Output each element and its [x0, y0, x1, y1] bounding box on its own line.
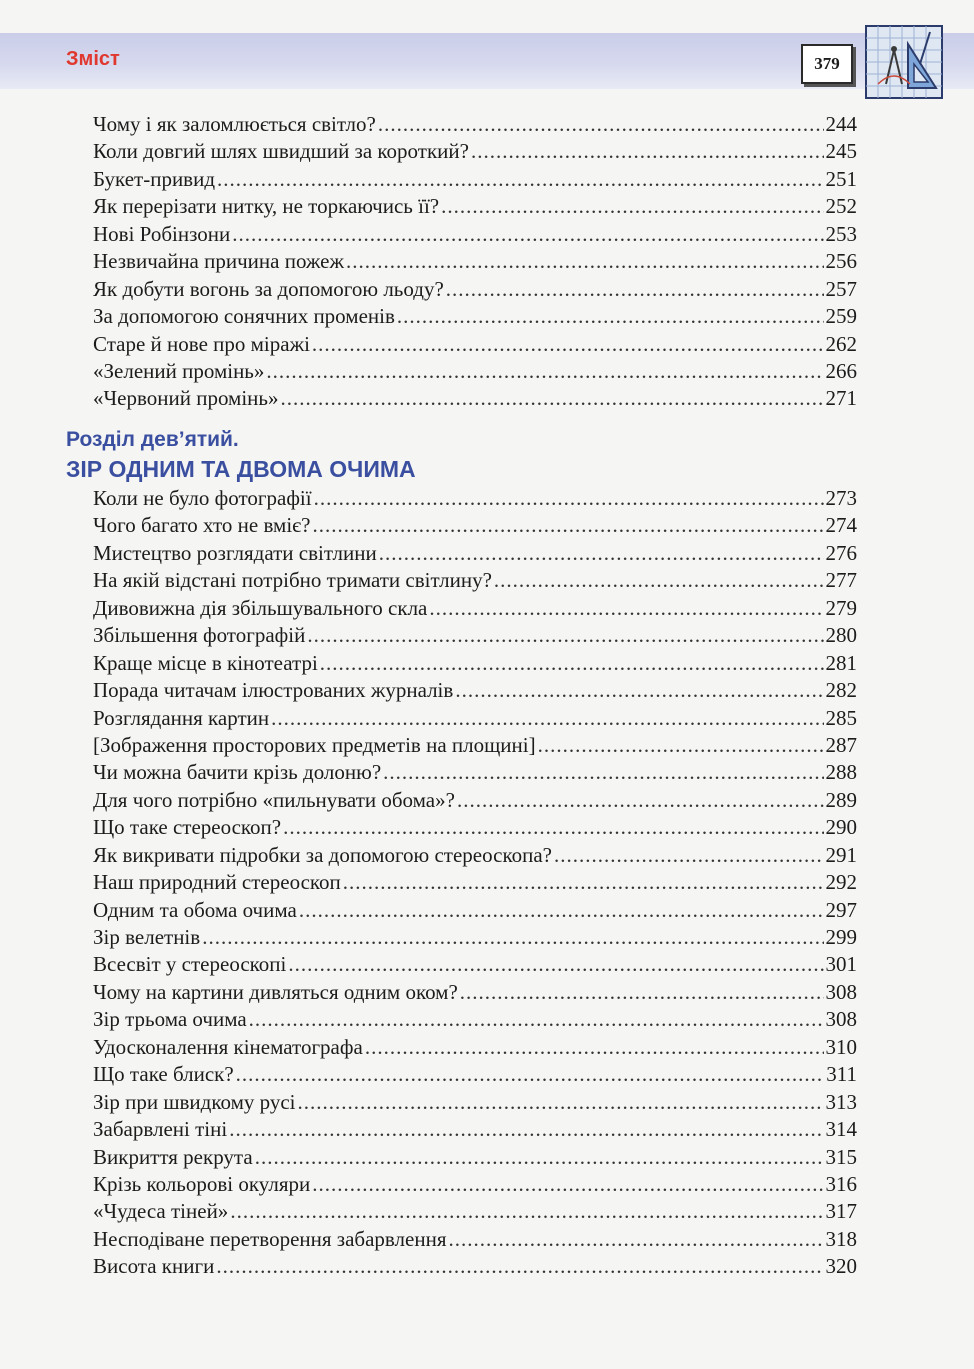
- toc-dot-leader: [307, 622, 823, 649]
- toc-entry: [93, 595, 857, 622]
- toc-entry: [93, 1061, 857, 1088]
- toc-entry: [93, 111, 857, 138]
- toc-dot-leader: [455, 677, 823, 704]
- toc-entry: [93, 512, 857, 539]
- toc-entry: [93, 951, 857, 978]
- toc-entry-page: 285: [825, 705, 857, 730]
- toc-entry-page: 297: [825, 897, 857, 922]
- toc-entry-title: Несподіване перетворення забарвлення: [93, 1226, 447, 1251]
- section-label: Розділ дев’ятий.: [66, 428, 239, 451]
- toc-entry-page: 316: [825, 1171, 857, 1196]
- toc-entry: [93, 979, 857, 1006]
- running-header-title: Зміст: [66, 48, 120, 70]
- toc-entry-page: 320: [825, 1254, 857, 1279]
- toc-entry: [93, 1198, 857, 1225]
- toc-entry-page: 245: [825, 139, 857, 164]
- toc-entry-page: 291: [825, 842, 857, 867]
- toc-dot-leader: [494, 567, 824, 594]
- toc-entry: [93, 1226, 857, 1253]
- toc-entry-title: Збільшення фотографій: [93, 623, 306, 648]
- toc-entry: [93, 193, 857, 220]
- toc-dot-leader: [236, 1061, 825, 1088]
- toc-dot-leader: [216, 1253, 823, 1280]
- toc-entry: [93, 1116, 857, 1143]
- toc-entry-title: Для чого потрібно «пильнувати обома»?: [93, 787, 455, 812]
- toc-entry-title: Незвичайна причина пожеж: [93, 249, 344, 274]
- toc-entry-page: 289: [825, 787, 857, 812]
- toc-dot-leader: [299, 897, 824, 924]
- toc-entry-title: Як перерізати нитку, не торкаючись її?: [93, 194, 440, 219]
- toc-entry-title: Зір при швидкому русі: [93, 1089, 296, 1114]
- toc-entry-title: Забарвлені тіні: [93, 1117, 228, 1142]
- toc-entry: [93, 276, 857, 303]
- toc-entry-page: 313: [825, 1089, 857, 1114]
- toc-entry-page: 318: [825, 1226, 857, 1251]
- toc-entry-page: 274: [825, 513, 857, 538]
- toc-entry: [93, 924, 857, 951]
- toc-entry: [93, 1171, 857, 1198]
- toc-entry: [93, 303, 857, 330]
- toc-dot-leader: [448, 1226, 823, 1253]
- toc-entry-page: 273: [825, 486, 857, 510]
- toc-entry: [93, 897, 857, 924]
- toc-entry-title: Краще місце в кінотеатрі: [93, 650, 318, 675]
- toc-entry-title: Нові Робінзони: [93, 221, 231, 246]
- toc-entry-title: Як добути вогонь за допомогою льоду?: [93, 276, 444, 301]
- toc-entry-page: 253: [825, 221, 857, 246]
- toc-entry-title: Удосконалення кінематографа: [93, 1034, 363, 1059]
- toc-entry: [93, 385, 857, 412]
- toc-entry: [93, 677, 857, 704]
- toc-entry-page: 308: [825, 979, 857, 1004]
- toc-entry-page: 308: [825, 1007, 857, 1032]
- toc-entry: [93, 814, 857, 841]
- toc-entry: [93, 567, 857, 594]
- toc-entry-page: 281: [825, 650, 857, 675]
- toc-entry-title: Коли не було фотографії: [93, 486, 312, 510]
- toc-entry-title: Що таке блиск?: [93, 1062, 234, 1087]
- toc-entry-page: 279: [825, 595, 857, 620]
- toc-dot-leader: [554, 842, 824, 869]
- toc-dot-leader: [446, 276, 824, 303]
- toc-dot-leader: [312, 1171, 823, 1198]
- toc-entry-page: 277: [825, 568, 857, 593]
- toc-entry-title: «Чудеса тіней»: [93, 1199, 229, 1224]
- toc-dot-leader: [202, 924, 823, 951]
- toc-dot-leader: [312, 331, 824, 358]
- toc-entry-title: На якій відстані потрібно тримати світлину?: [93, 568, 492, 593]
- toc-entry-title: Що таке стереоскоп?: [93, 815, 282, 840]
- toc-entry-title: Чому на картини дивляться одним оком?: [93, 979, 458, 1004]
- toc-dot-leader: [271, 705, 823, 732]
- section-title: ЗІР ОДНИМ ТА ДВОМА ОЧИМА: [66, 456, 416, 482]
- toc-entry-page: 280: [825, 623, 857, 648]
- toc-entry: [93, 540, 857, 567]
- toc-entry-page: 301: [825, 952, 857, 977]
- toc-dot-leader: [397, 303, 824, 330]
- toc-entry-title: Букет-привид: [93, 166, 216, 191]
- toc-dot-leader: [313, 512, 824, 539]
- toc-entry-title: Зір велетнів: [93, 925, 201, 949]
- toc-entry-page: 256: [825, 249, 857, 274]
- toc-entry: [93, 869, 857, 896]
- toc-entry-page: 290: [825, 815, 857, 840]
- toc-entry-page: 262: [825, 331, 857, 356]
- toc-entry: [93, 842, 857, 869]
- toc-dot-leader: [441, 193, 823, 220]
- toc-dot-leader: [232, 221, 823, 248]
- toc-entry-title: Одним та обома очима: [93, 897, 297, 922]
- geometry-tools-icon: [864, 24, 944, 100]
- toc-entry-title: Мистецтво розглядати світлини: [93, 540, 377, 565]
- toc-entry-page: 257: [825, 276, 857, 301]
- toc-entry: [93, 705, 857, 732]
- toc-entry: [93, 485, 857, 512]
- toc-entry: [93, 1034, 857, 1061]
- toc-entry-page: 287: [825, 732, 857, 757]
- toc-entry: [93, 787, 857, 814]
- toc-entry-title: Як викривати підробки за допомогою стереоскопа?: [93, 842, 552, 867]
- toc-entry-page: 244: [825, 112, 857, 136]
- toc-dot-leader: [378, 111, 824, 138]
- toc-dot-leader: [343, 869, 824, 896]
- toc-entry: [93, 166, 857, 193]
- toc-entry-page: 259: [825, 304, 857, 329]
- toc-entry-title: Наш природний стереоскоп: [93, 870, 341, 895]
- toc-entry-title: [Зображення просторових предметів на площині]: [93, 732, 536, 757]
- toc-entry-page: 251: [825, 166, 857, 191]
- toc-dot-leader: [288, 951, 823, 978]
- toc-entry: [93, 248, 857, 275]
- toc-dot-leader: [457, 787, 824, 814]
- toc-dot-leader: [379, 540, 824, 567]
- toc-dot-leader: [346, 248, 824, 275]
- toc-entry-page: 282: [825, 678, 857, 703]
- toc-entry-title: Викриття рекрута: [93, 1144, 253, 1169]
- toc-dot-leader: [230, 1198, 823, 1225]
- toc-entry-title: Чому і як заломлюється світло?: [93, 112, 376, 136]
- toc-dot-leader: [298, 1089, 824, 1116]
- toc-entry: [93, 622, 857, 649]
- toc-entry-page: 292: [825, 870, 857, 895]
- toc-entry-title: Коли довгий шлях швидший за короткий?: [93, 139, 469, 164]
- toc-dot-leader: [229, 1116, 823, 1143]
- toc-entry: [93, 759, 857, 786]
- toc-entry-page: 276: [825, 540, 857, 565]
- toc-dot-leader: [255, 1144, 824, 1171]
- toc-entry-title: «Зелений промінь»: [93, 358, 265, 383]
- toc-dot-leader: [429, 595, 823, 622]
- toc-dot-leader: [283, 814, 823, 841]
- toc-entry: [93, 221, 857, 248]
- toc-list-part1: [93, 111, 857, 413]
- toc-entry-title: Зір трьома очима: [93, 1007, 247, 1032]
- toc-entry-title: Всесвіт у стереоскопі: [93, 952, 287, 977]
- toc-dot-leader: [266, 358, 823, 385]
- toc-entry-page: 314: [825, 1117, 857, 1142]
- toc-entry-title: Крізь кольорові окуляри: [93, 1171, 311, 1196]
- toc-dot-leader: [383, 759, 823, 786]
- toc-dot-leader: [217, 166, 823, 193]
- toc-entry: [93, 650, 857, 677]
- page-number: 379: [801, 44, 853, 84]
- toc-entry: [93, 1006, 857, 1033]
- toc-entry: [93, 138, 857, 165]
- toc-entry-page: 315: [825, 1144, 857, 1169]
- toc-entry-title: Розглядання картин: [93, 705, 270, 730]
- toc-entry: [93, 732, 857, 759]
- toc-dot-leader: [538, 732, 824, 759]
- toc-dot-leader: [365, 1034, 824, 1061]
- toc-entry-title: Чи можна бачити крізь долоню?: [93, 760, 382, 785]
- toc-dot-leader: [314, 485, 824, 512]
- toc-entry: [93, 1253, 857, 1280]
- toc-entry-title: «Червоний промінь»: [93, 386, 279, 411]
- toc-entry: [93, 1144, 857, 1171]
- toc-entry: [93, 1089, 857, 1116]
- toc-list-part2: [93, 485, 857, 1281]
- toc-dot-leader: [249, 1006, 824, 1033]
- toc-entry-title: Чого багато хто не вміє?: [93, 513, 311, 538]
- toc-entry: [93, 358, 857, 385]
- toc-dot-leader: [460, 979, 824, 1006]
- toc-entry-title: Висота книги: [93, 1254, 215, 1279]
- toc-entry-title: Старе й нове про міражі: [93, 331, 310, 356]
- toc-entry-page: 288: [825, 760, 857, 785]
- toc-dot-leader: [320, 650, 824, 677]
- toc-entry-page: 266: [825, 358, 857, 383]
- toc-entry-title: Дивовижна дія збільшувального скла: [93, 595, 428, 620]
- toc-entry: [93, 331, 857, 358]
- toc-entry-title: Порада читачам ілюстрованих журналів: [93, 678, 454, 703]
- toc-entry-page: 252: [825, 194, 857, 219]
- toc-entry-title: За допомогою сонячних променів: [93, 304, 395, 329]
- toc-entry-page: 311: [826, 1062, 857, 1087]
- toc-entry-page: 299: [825, 925, 857, 949]
- toc-dot-leader: [471, 138, 824, 165]
- toc-entry-page: 317: [825, 1199, 857, 1224]
- toc-dot-leader: [280, 385, 823, 412]
- section-heading: [66, 426, 416, 484]
- toc-entry-page: 271: [825, 386, 857, 411]
- toc-entry-page: 310: [825, 1034, 857, 1059]
